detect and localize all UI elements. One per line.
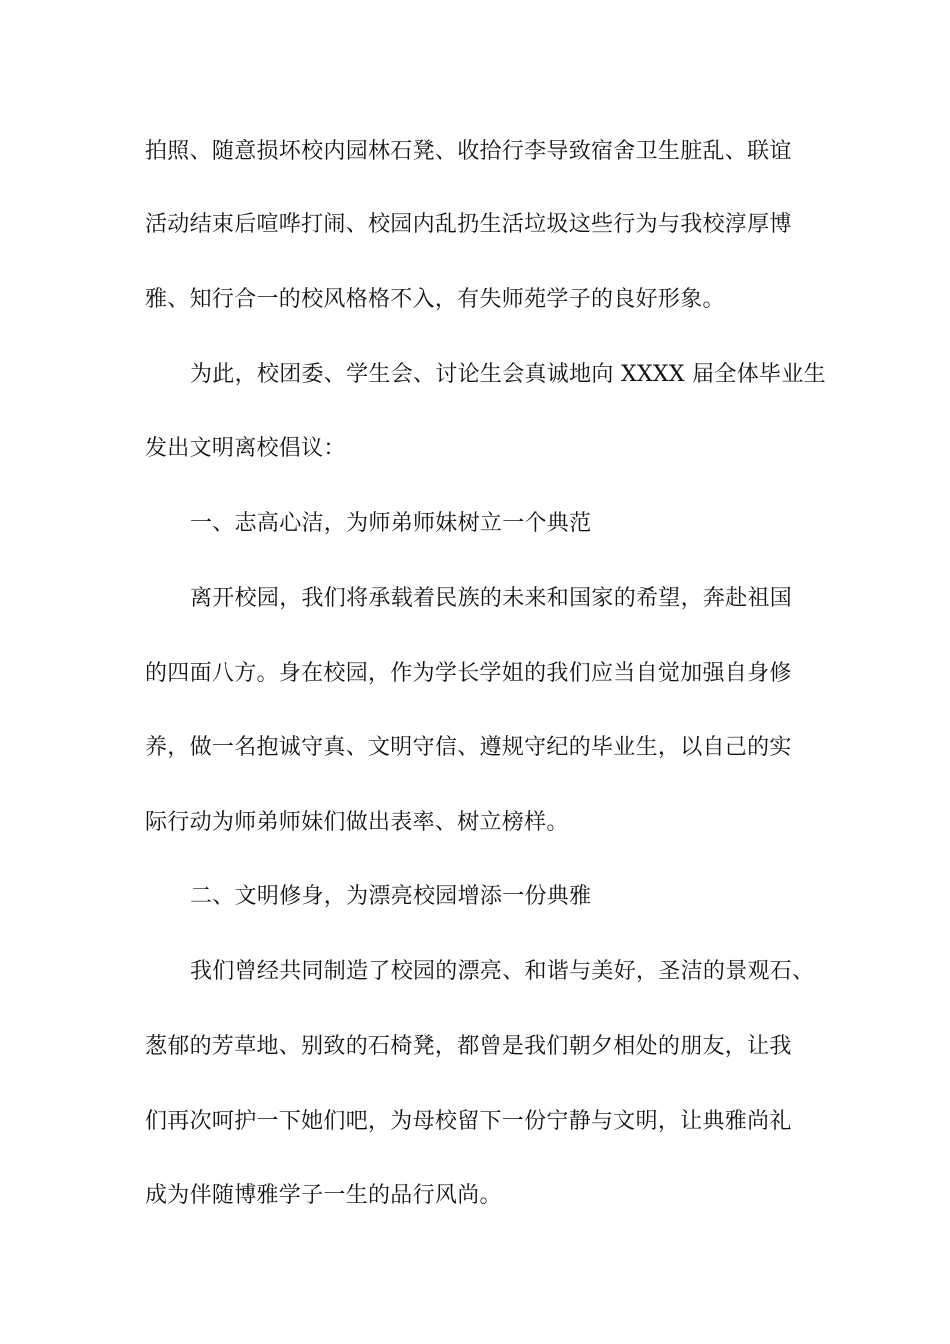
text-line: 际行动为师弟师妹们做出表率、树立榜样。 [145,810,569,835]
text-line: 葱郁的芳草地、别致的石椅凳，都曾是我们朝夕相处的朋友，让我 [145,1034,792,1059]
section-heading: 二、文明修身，为漂亮校园增添一份典雅 [190,884,592,909]
text-line: 发出文明离校倡议： [145,436,346,461]
text-line: 雅、知行合一的校风格格不入，有失师苑学子的良好形象。 [145,287,725,312]
text-line: 们再次呵护一下她们吧，为母校留下一份宁静与文明，让典雅尚礼 [145,1109,792,1134]
paragraph-first-line: 离开校园，我们将承载着民族的未来和国家的希望，奔赴祖国 [190,586,793,611]
text-line: 拍照、随意损坏校内园林石凳、收拾行李导致宿舍卫生脏乱、联谊 [145,139,792,164]
paragraph-first-line: 为此，校团委、学生会、讨论生会真诚地向 XXXX 届全体毕业生 [190,362,826,387]
text-line: 成为伴随博雅学子一生的品行风尚。 [145,1183,502,1208]
text-line: 养，做一名抱诚守真、文明守信、遵规守纪的毕业生，以自己的实 [145,735,792,760]
section-heading: 一、志高心洁，为师弟师妹树立一个典范 [190,511,592,536]
paragraph-first-line: 我们曾经共同制造了校园的漂亮、和谐与美好，圣洁的景观石、 [190,959,815,984]
text-line: 的四面八方。身在校园，作为学长学姐的我们应当自觉加强自身修 [145,661,792,686]
text-line: 活动结束后喧哗打闹、校园内乱扔生活垃圾这些行为与我校淳厚博 [145,212,792,237]
